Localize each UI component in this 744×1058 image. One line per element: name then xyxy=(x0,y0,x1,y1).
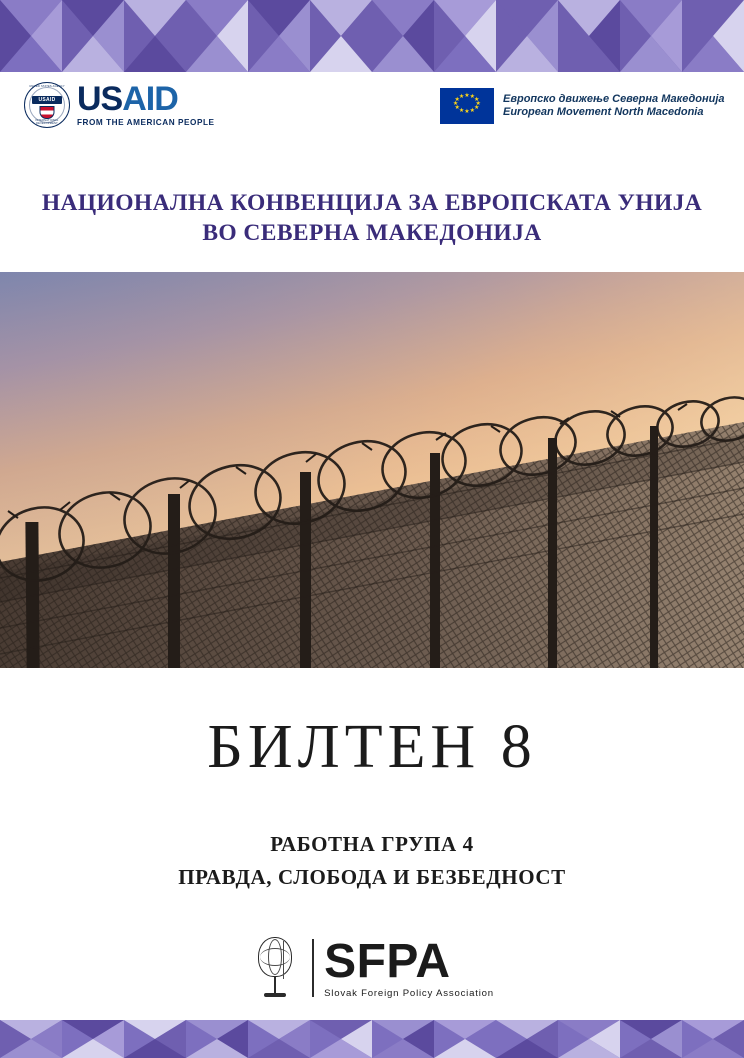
usaid-seal-microtext xyxy=(25,83,69,127)
emnm-logo xyxy=(440,88,725,124)
emnm-name-mk: Европско движење Северна Македонија xyxy=(503,92,725,105)
usaid-logo xyxy=(24,82,215,128)
sfpa-full-name: Slovak Foreign Policy Association xyxy=(324,987,494,999)
globe-shape xyxy=(258,937,292,977)
usaid-seal-band xyxy=(32,96,62,104)
usaid-wordmark-us: US xyxy=(77,80,123,119)
sfpa-divider xyxy=(312,939,314,997)
working-group-line-2: ПРАВДА, СЛОБОДА И БЕЗБЕДНОСТ xyxy=(178,864,566,889)
logo-row xyxy=(0,78,744,142)
eu-flag-icon: ★ ★ ★ ★ ★ ★ ★ ★ ★ ★ ★ ★ xyxy=(440,88,494,124)
usaid-seal-band-text: USAID xyxy=(38,96,56,103)
globe-emblem-icon xyxy=(250,935,302,1001)
usaid-seal-text-top: UNITED STATES AGENCY xyxy=(29,84,65,88)
working-group-line-1: РАБОТНА ГРУПА 4 xyxy=(270,832,474,856)
top-decorative-band xyxy=(0,0,744,72)
usaid-tagline: FROM THE AMERICAN PEOPLE xyxy=(77,118,215,128)
bulletin-number-title: БИЛТЕН 8 xyxy=(207,713,537,781)
usaid-wordmark-line xyxy=(77,80,215,119)
usaid-wordmark xyxy=(77,82,215,127)
sfpa-acronym: SFPA xyxy=(324,934,451,988)
bottom-decorative-band xyxy=(0,1020,744,1058)
usaid-shield-icon xyxy=(40,106,55,119)
usaid-seal-icon xyxy=(24,82,70,128)
globe-meridian xyxy=(283,941,284,979)
emnm-name-en: European Movement North Macedonia xyxy=(503,106,704,118)
sfpa-logo xyxy=(0,935,744,1001)
cover-photo xyxy=(0,272,744,668)
globe-base xyxy=(264,993,286,997)
usaid-wordmark-aid: AID xyxy=(122,80,178,119)
page-title: НАЦИОНАЛНА КОНВЕНЦИЈА ЗА ЕВРОПСКАТА УНИЈА ВО СЕВЕРНА МАКЕДОНИЈА xyxy=(41,190,703,247)
emnm-name xyxy=(503,93,725,120)
sfpa-wordmark xyxy=(324,934,494,999)
working-group-subtitle xyxy=(0,828,744,893)
globe-stand xyxy=(274,976,276,993)
usaid-seal-text-bottom: INTERNATIONAL DEVELOPMENT xyxy=(35,119,59,126)
